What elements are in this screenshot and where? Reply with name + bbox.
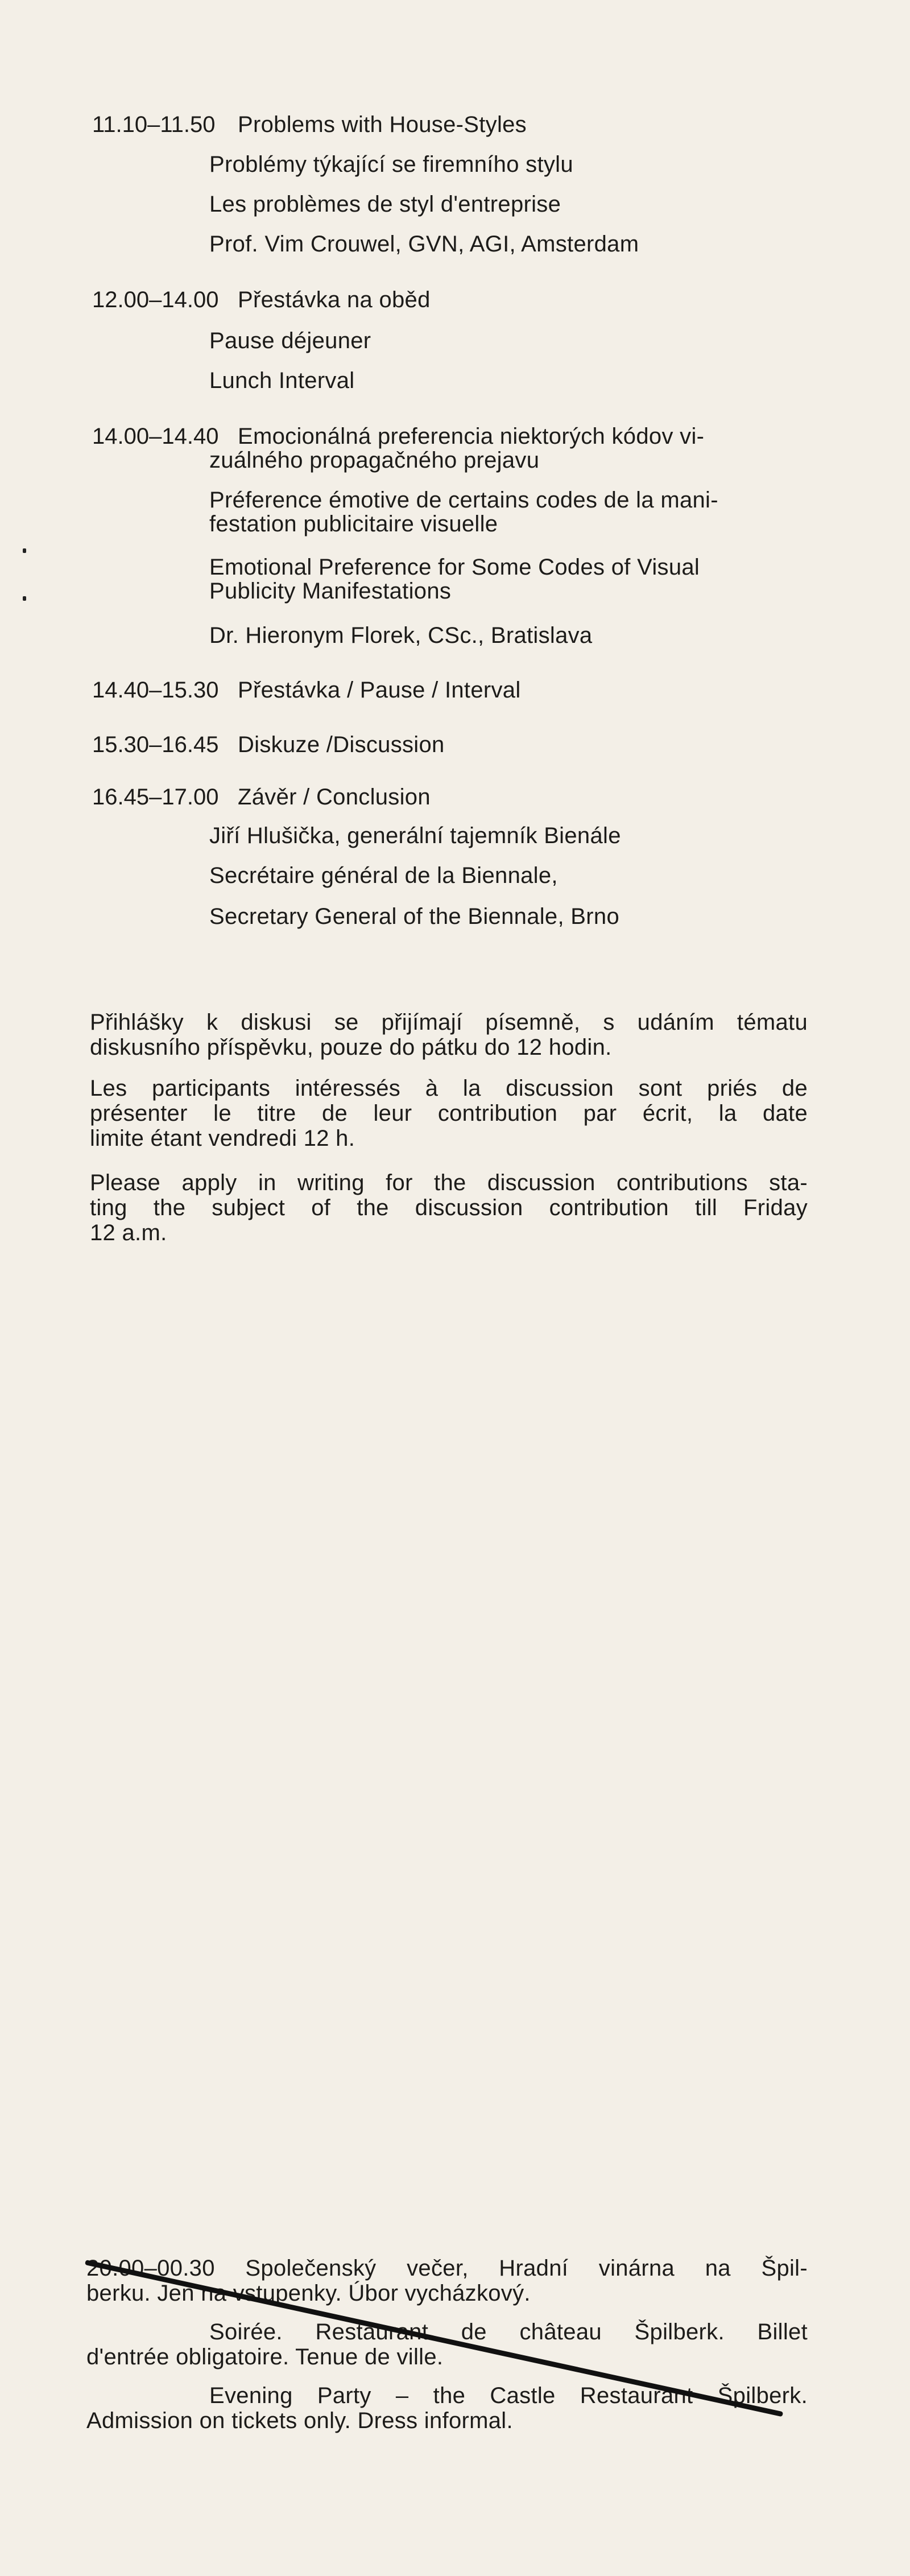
- entry-line: Problémy týkající se firemního stylu: [209, 152, 573, 177]
- entry-time: 15.30–16.45: [92, 732, 219, 757]
- evening-line: Evening Party – the Castle Restaurant Špilberk.: [209, 2383, 808, 2408]
- entry-line: Publicity Manifestations: [209, 579, 452, 604]
- entry-line: festation publicitaire visuelle: [209, 511, 498, 536]
- entry-title: Přestávka na oběd: [238, 287, 431, 312]
- entry-time: 11.10–11.50: [92, 112, 216, 137]
- notice-line: 12 a.m.: [90, 1220, 167, 1245]
- entry-line: Secrétaire général de la Biennale,: [209, 863, 558, 888]
- entry-line: Emotional Preference for Some Codes of Visual: [209, 555, 700, 580]
- evening-line: Soirée. Restaurant de château Špilberk. Billet: [209, 2319, 808, 2344]
- entry-line: Dr. Hieronym Florek, CSc., Bratislava: [209, 623, 593, 648]
- entry-title-continued: zuálného propagačného prejavu: [209, 448, 540, 473]
- notice-line: Please apply in writing for the discussion contributions sta-: [90, 1170, 808, 1195]
- entry-time: 14.40–15.30: [92, 678, 219, 703]
- entry-line: Préference émotive de certains codes de la mani-: [209, 488, 718, 513]
- entry-title: Problems with House-Styles: [238, 112, 527, 137]
- evening-line: d'entrée obligatoire. Tenue de ville.: [86, 2344, 444, 2369]
- entry-line: Lunch Interval: [209, 368, 355, 393]
- margin-mark: [23, 548, 26, 553]
- entry-line: Jiří Hlušička, generální tajemník Bienále: [209, 823, 621, 848]
- entry-time: 12.00–14.00: [92, 287, 219, 312]
- entry-line: Secretary General of the Biennale, Brno: [209, 904, 619, 929]
- evening-line: Admission on tickets only. Dress informal.: [86, 2408, 513, 2433]
- entry-line: Pause déjeuner: [209, 328, 371, 353]
- entry-line: Prof. Vim Crouwel, GVN, AGI, Amsterdam: [209, 232, 639, 257]
- entry-time: 16.45–17.00: [92, 785, 219, 810]
- entry-title: Přestávka / Pause / Interval: [238, 678, 521, 703]
- notice-line: diskusního příspěvku, pouze do pátku do 12 hodin.: [90, 1035, 612, 1060]
- notice-line: Přihlášky k diskusi se přijímají písemně, s udáním tématu: [90, 1010, 808, 1035]
- evening-line: berku. Jen na vstupenky. Úbor vycházkový.: [86, 2281, 531, 2306]
- margin-mark: [23, 596, 26, 601]
- evening-line: 20.00–00.30 Společenský večer, Hradní vinárna na Špil-: [86, 2256, 808, 2281]
- notice-line: limite étant vendredi 12 h.: [90, 1126, 355, 1151]
- notice-line: Les participants intéressés à la discussion sont priés de: [90, 1076, 808, 1101]
- notice-line: présenter le titre de leur contribution par écrit, la date: [90, 1101, 808, 1126]
- entry-title: Emocionálná preferencia niektorých kódov vi-: [238, 424, 705, 449]
- entry-time: 14.00–14.40: [92, 424, 219, 449]
- notice-line: ting the subject of the discussion contribution till Friday: [90, 1195, 808, 1220]
- entry-title: Diskuze /Discussion: [238, 732, 445, 757]
- entry-line: Les problèmes de styl d'entreprise: [209, 192, 561, 217]
- entry-title: Závěr / Conclusion: [238, 785, 431, 810]
